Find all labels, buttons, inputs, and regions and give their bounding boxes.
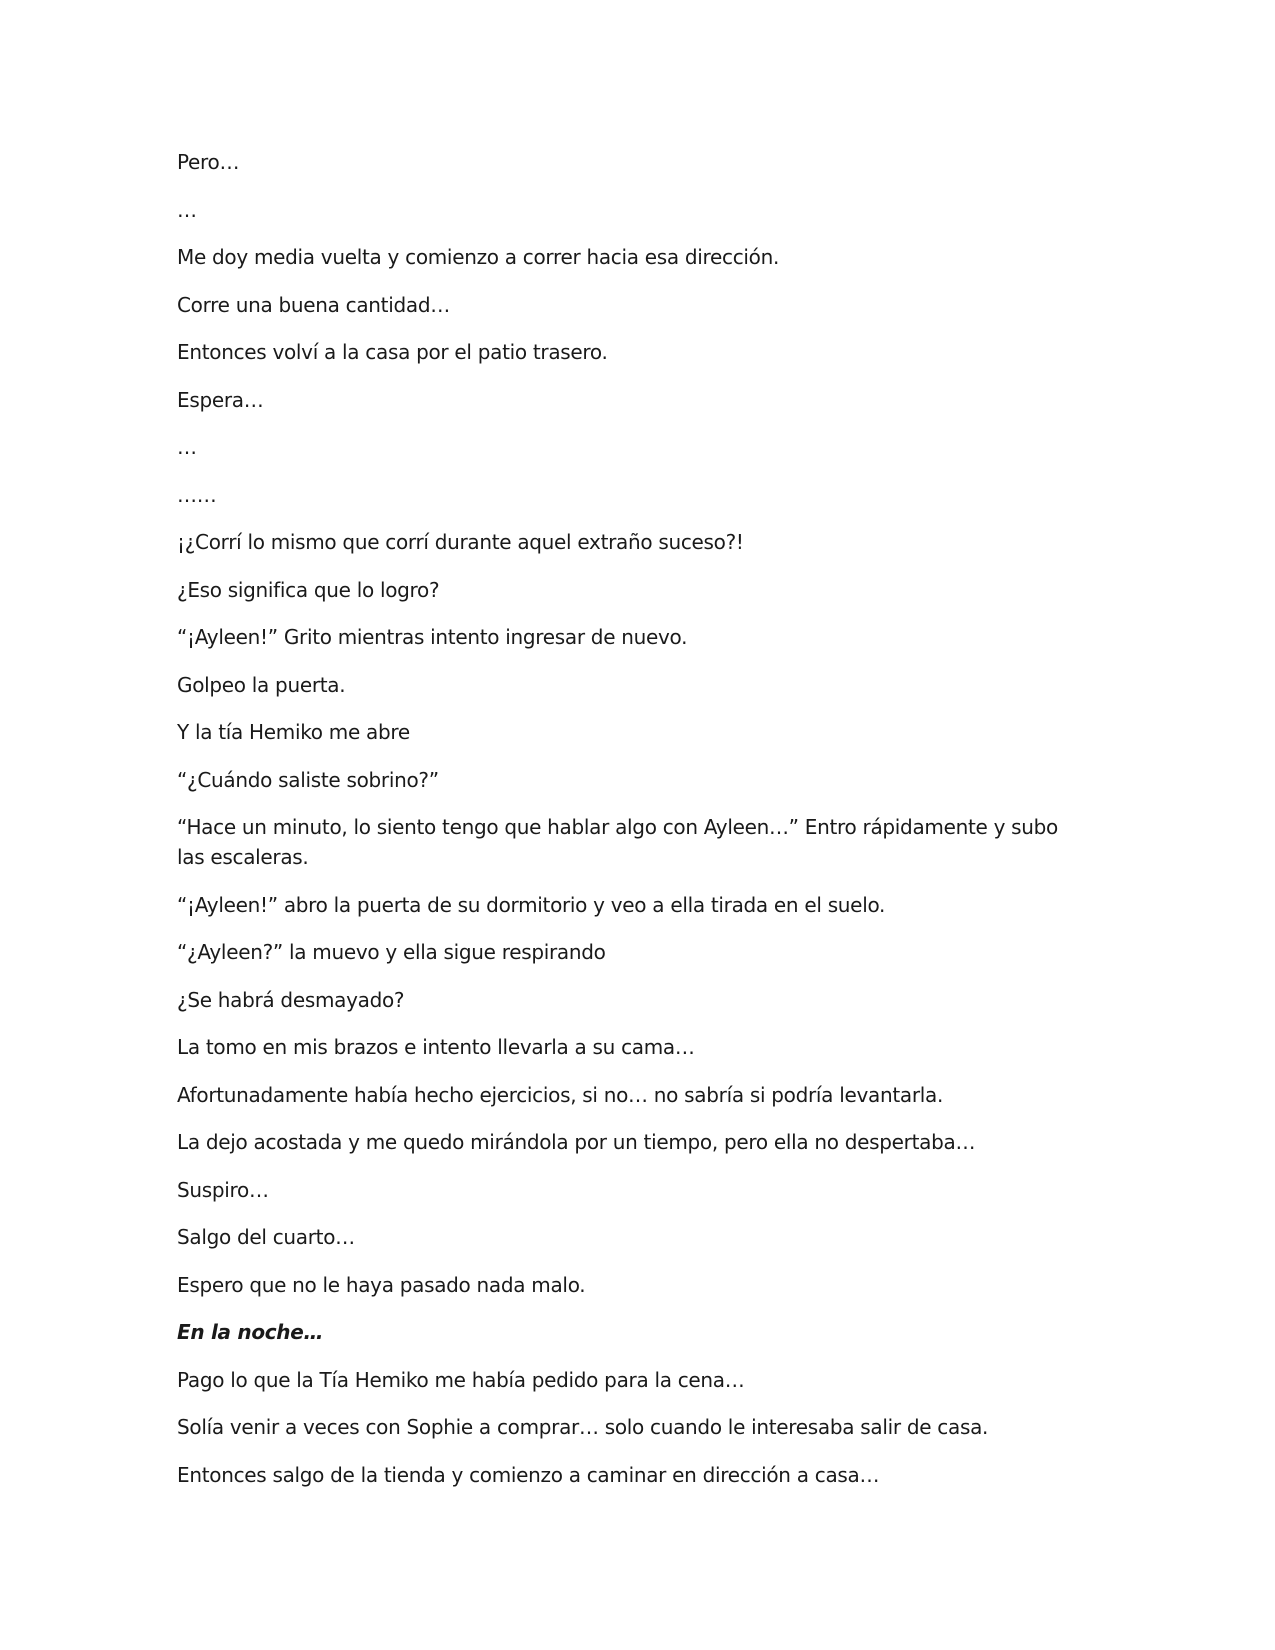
paragraph: Afortunadamente había hecho ejercicios, si no… no sabría si podría levantarla. xyxy=(177,1082,944,1107)
paragraph: Entonces volví a la casa por el patio trasero. xyxy=(177,340,608,364)
paragraph: Corre una buena cantidad… xyxy=(177,292,450,317)
paragraph: ¿Se habrá desmayado? xyxy=(177,987,405,1012)
paragraph: ¡¿Corrí lo mismo que corrí durante aquel extraño suceso?! xyxy=(177,530,744,554)
paragraph: “¿Ayleen?” la muevo y ella sigue respirando xyxy=(177,940,606,964)
document-body xyxy=(177,147,1077,1507)
paragraph: “¿Cuándo saliste sobrino?” xyxy=(177,767,439,792)
paragraph: Espera… xyxy=(177,387,264,412)
paragraph: Golpeo la puerta. xyxy=(177,672,346,697)
paragraph: … xyxy=(177,197,197,222)
paragraph: …… xyxy=(177,482,217,507)
paragraph: Pago lo que la Tía Hemiko me había pedido para la cena… xyxy=(177,1367,745,1392)
paragraph: Y la tía Hemiko me abre xyxy=(177,720,410,744)
paragraph: Pero… xyxy=(177,150,240,174)
paragraph: Me doy media vuelta y comienzo a correr hacia esa dirección. xyxy=(177,245,780,269)
paragraph: Suspiro… xyxy=(177,1177,269,1202)
paragraph: “Hace un minuto, lo siento tengo que hablar algo con Ayleen…” Entro rápidamente y subo las escaleras. xyxy=(177,815,1058,869)
paragraph: Espero que no le haya pasado nada malo. xyxy=(177,1272,586,1297)
paragraph: ¿Eso significa que lo logro? xyxy=(177,577,440,602)
paragraph: Entonces salgo de la tienda y comienzo a caminar en dirección a casa… xyxy=(177,1462,880,1487)
paragraph: “¡Ayleen!” Grito mientras intento ingresar de nuevo. xyxy=(177,625,688,649)
paragraph: … xyxy=(177,435,197,459)
paragraph: La tomo en mis brazos e intento llevarla a su cama… xyxy=(177,1035,695,1059)
paragraph: La dejo acostada y me quedo mirándola por un tiempo, pero ella no despertaba… xyxy=(177,1130,976,1154)
section-heading: En la noche… xyxy=(177,1320,324,1344)
paragraph: “¡Ayleen!” abro la puerta de su dormitorio y veo a ella tirada en el suelo. xyxy=(177,892,886,917)
paragraph: Solía venir a veces con Sophie a comprar… solo cuando le interesaba salir de casa. xyxy=(177,1415,989,1439)
paragraph: Salgo del cuarto… xyxy=(177,1225,355,1249)
